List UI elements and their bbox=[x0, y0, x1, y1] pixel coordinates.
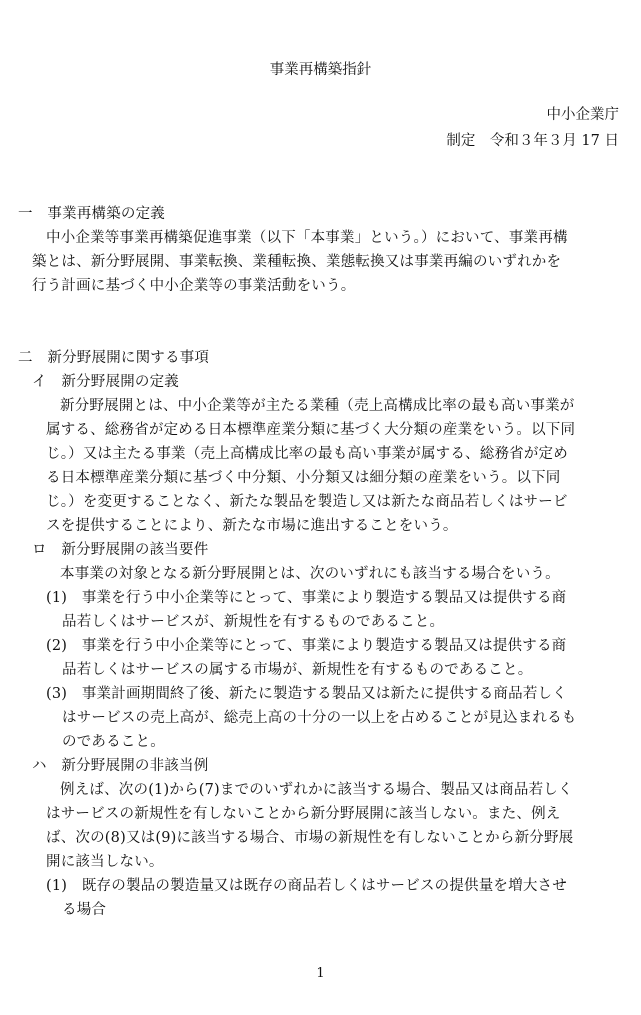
paragraph-line: 行う計画に基づく中小企業等の事業活動をいう。 bbox=[32, 278, 356, 294]
list-item-line: る場合 bbox=[62, 902, 107, 918]
paragraph-line: る日本標準産業分類に基づく中分類、小分類又は細分類の産業をいう。以下同 bbox=[46, 470, 561, 486]
subsection-heading: ロ 新分野展開の該当要件 bbox=[32, 542, 209, 558]
subsection-heading: ハ 新分野展開の非該当例 bbox=[32, 758, 209, 774]
list-item-line: (3) 事業計画期間終了後、新たに製造する製品又は新たに提供する商品若しく bbox=[46, 686, 567, 702]
list-item-line: (2) 事業を行う中小企業等にとって、事業により製造する製品又は提供する商 bbox=[46, 638, 567, 654]
page-number: 1 bbox=[316, 966, 325, 981]
list-item-line: 品若しくはサービスの属する市場が、新規性を有するものであること。 bbox=[62, 662, 533, 678]
list-item-line: (1) 事業を行う中小企業等にとって、事業により製造する製品又は提供する商 bbox=[46, 590, 567, 606]
paragraph-line: 本事業の対象となる新分野展開とは、次のいずれにも該当する場合をいう。 bbox=[60, 566, 560, 582]
paragraph-line: 新分野展開とは、中小企業等が主たる業種（売上高構成比率の最も高い事業が bbox=[60, 398, 575, 414]
list-item-line: のであること。 bbox=[62, 734, 165, 750]
section-heading: 二 新分野展開に関する事項 bbox=[18, 350, 210, 366]
paragraph-line: 開に該当しない。 bbox=[46, 854, 164, 870]
paragraph-line: 築とは、新分野展開、事業転換、業種転換、業態転換又は事業再編のいずれかを bbox=[32, 254, 562, 270]
list-item-line: はサービスの売上高が、総売上高の十分の一以上を占めることが見込まれるも bbox=[62, 710, 577, 726]
list-item-line: (1) 既存の製品の製造量又は既存の商品若しくはサービスの提供量を増大させ bbox=[46, 878, 567, 894]
issuing-agency: 中小企業庁 bbox=[546, 107, 619, 123]
list-item-line: 品若しくはサービスが、新規性を有するものであること。 bbox=[62, 614, 445, 630]
paragraph-line: じ。）又は主たる事業（売上高構成比率の最も高い事業が属する、総務省が定め bbox=[46, 446, 568, 462]
paragraph-line: じ。）を変更することなく、新たな製品を製造し又は新たな商品若しくはサービ bbox=[46, 494, 568, 510]
subsection-heading: イ 新分野展開の定義 bbox=[32, 374, 179, 390]
paragraph-line: はサービスの新規性を有しないことから新分野展開に該当しない。また、例え bbox=[46, 806, 561, 822]
enactment-date: 制定 令和３年３月 17 日 bbox=[446, 133, 619, 149]
document-title: 事業再構築指針 bbox=[269, 62, 372, 78]
paragraph-line: 属する、総務省が定める日本標準産業分類に基づく大分類の産業をいう。以下同 bbox=[46, 422, 576, 438]
paragraph-line: スを提供することにより、新たな市場に進出することをいう。 bbox=[46, 518, 458, 534]
paragraph-line: 中小企業等事業再構築促進事業（以下「本事業」という。）において、事業再構 bbox=[46, 230, 568, 246]
section-heading: 一 事業再構築の定義 bbox=[18, 206, 165, 222]
paragraph-line: 例えば、次の(1)から(7)までのいずれかに該当する場合、製品又は商品若しく bbox=[60, 782, 573, 798]
paragraph-line: ば、次の(8)又は(9)に該当する場合、市場の新規性を有しないことから新分野展 bbox=[46, 830, 574, 846]
